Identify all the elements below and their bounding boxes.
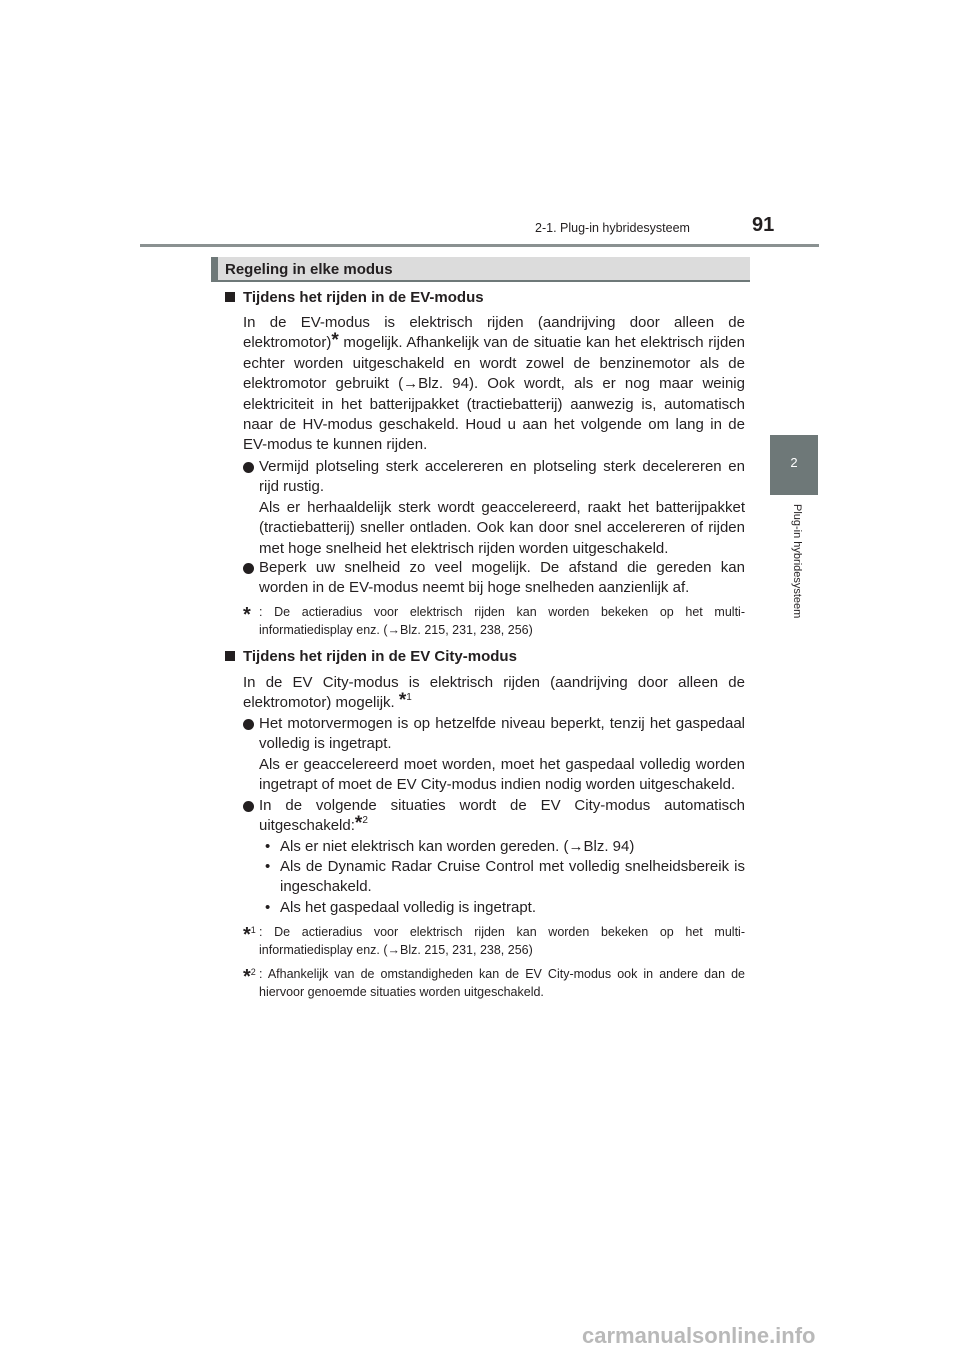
footnote-star: * (243, 924, 251, 946)
bullet-dot-icon (243, 801, 254, 812)
bullet-dot-icon (243, 462, 254, 473)
chapter-tab (770, 435, 818, 495)
section-heading (211, 257, 750, 282)
ev-mode-paragraph-a: In de EV-modus is elektrisch rijden (aandrijving door alleen de elektromotor) (243, 314, 745, 352)
ev-city-sub-item-3: • Als het gaspedaal volledig is ingetrapt. (265, 898, 745, 918)
ev-city-bullet-1-line1: Het motorvermogen is op hetzelfde niveau beperkt, tenzij het gaspedaal volledig is ingetrapt. (259, 715, 745, 753)
ev-mode-footnote (243, 603, 745, 639)
ev-mode-paragraph (243, 313, 745, 456)
ev-city-bullet-1 (243, 714, 745, 796)
subheading-ev-mode (225, 289, 484, 306)
footnote-number: 2 (362, 815, 368, 827)
ev-city-bullet-1-line2: Als er geaccelereerd moet worden, moet het gaspedaal volledig worden ingetrapt of moet de EV City-modus indien nodig worden uitgeschakeld. (259, 755, 745, 794)
running-header-section: 2-1. Plug-in hybridesysteem (535, 221, 690, 235)
ev-mode-paragraph-b: mogelijk. Afhankelijk van de situatie kan het elektrisch rijden echter worden uitgeschakeld en wordt zowel de benzinemotor als de elektromotor gebruikt (→Blz. 94). Ook wordt, als er nog maar weinig elektriciteit in het batterijpakket (tractiebatterij) aanwezig is, automatisch naar de HV-modus geschakeld. Houd u aan het volgende om lang in de EV-modus te kunnen rijden. (243, 334, 745, 454)
ev-city-paragraph-text: In de EV City-modus is elektrisch rijden (aandrijving door alleen de elektromotor) mogelijk. (243, 674, 745, 712)
ev-city-footnote-2-text: : Afhankelijk van de omstandigheden kan de EV City-modus ook in andere dan de hiervoor genoemde situaties worden uitgeschakeld. (259, 967, 745, 999)
ev-city-bullet-2-text: In de volgende situaties wordt de EV City-modus automatisch uitgeschakeld: (259, 797, 745, 835)
watermark: carmanualsonline.info (582, 1323, 816, 1348)
ev-city-sub-item-1-text: Als er niet elektrisch kan worden gereden. (→Blz. 94) (280, 838, 635, 855)
ev-city-paragraph (243, 673, 745, 714)
ev-mode-bullet-2 (243, 558, 745, 599)
footnote-star: * (398, 690, 407, 712)
square-bullet-icon (225, 292, 235, 302)
header-rule (140, 244, 819, 247)
subheading-ev-city-mode (225, 648, 517, 665)
ev-city-bullet-2-content (259, 796, 745, 837)
footnote-number: 1 (250, 925, 256, 935)
bullet-dot-icon (243, 563, 254, 574)
chapter-label: Plug-in hybridesysteem (791, 504, 803, 619)
footnote-number: 1 (406, 692, 412, 704)
ev-mode-bullet-2-text: Beperk uw snelheid zo veel mogelijk. De afstand die gereden kan worden in de EV-modus neemt bij hoge snelheden aanzienlijk af. (259, 559, 745, 597)
square-bullet-icon (225, 651, 235, 661)
footnote-star: * (354, 813, 363, 835)
bullet-dot-icon (243, 719, 254, 730)
ev-city-footnote-1-text: : De actieradius voor elektrisch rijden kan worden bekeken op het multi-informatiedisplay enz. (→Blz. 215, 231, 238, 256) (259, 925, 745, 957)
ev-city-bullet-2 (243, 796, 745, 837)
ev-city-sub-item-2-text: Als de Dynamic Radar Cruise Control met volledig snelheidsbereik is ingeschakeld. (280, 858, 745, 896)
ev-city-sub-item-2: • Als de Dynamic Radar Cruise Control met volledig snelheidsbereik is ingeschakeld. (265, 857, 745, 898)
ev-city-footnote-2 (243, 965, 745, 1001)
page-number: 91 (752, 214, 775, 236)
ev-mode-bullet-1-line1: Vermijd plotseling sterk accelereren en plotseling sterk decelereren en rijd rustig. (259, 458, 745, 496)
footnote-star: * (243, 966, 251, 988)
subheading-ev-city-mode-text: Tijdens het rijden in de EV City-modus (243, 648, 517, 665)
ev-mode-bullet-1-line2: Als er herhaaldelijk sterk wordt geaccelereerd, raakt het batterijpakket (tractiebatterij) sneller ontladen. Ook kan door snel accelereren of rijden met hoge snelheid het elektrisch rijden worden uitgeschakeld. (259, 498, 745, 557)
ev-city-footnote-1 (243, 923, 745, 959)
footnote-star: * (331, 330, 339, 352)
ev-mode-bullet-1 (243, 457, 745, 559)
ev-city-sub-item-1: • Als er niet elektrisch kan worden gereden. (→Blz. 94) (265, 837, 745, 857)
chapter-number: 2 (790, 455, 798, 470)
footnote-star: * (243, 604, 251, 626)
ev-city-sub-item-3-text: Als het gaspedaal volledig is ingetrapt. (280, 899, 536, 916)
footnote-number: 2 (250, 967, 256, 977)
ev-mode-footnote-text: : De actieradius voor elektrisch rijden kan worden bekeken op het multi-informatiedisplay enz. (→Blz. 215, 231, 238, 256) (259, 605, 745, 637)
section-heading-text: Regeling in elke modus (225, 261, 393, 278)
subheading-ev-mode-text: Tijdens het rijden in de EV-modus (243, 289, 484, 306)
